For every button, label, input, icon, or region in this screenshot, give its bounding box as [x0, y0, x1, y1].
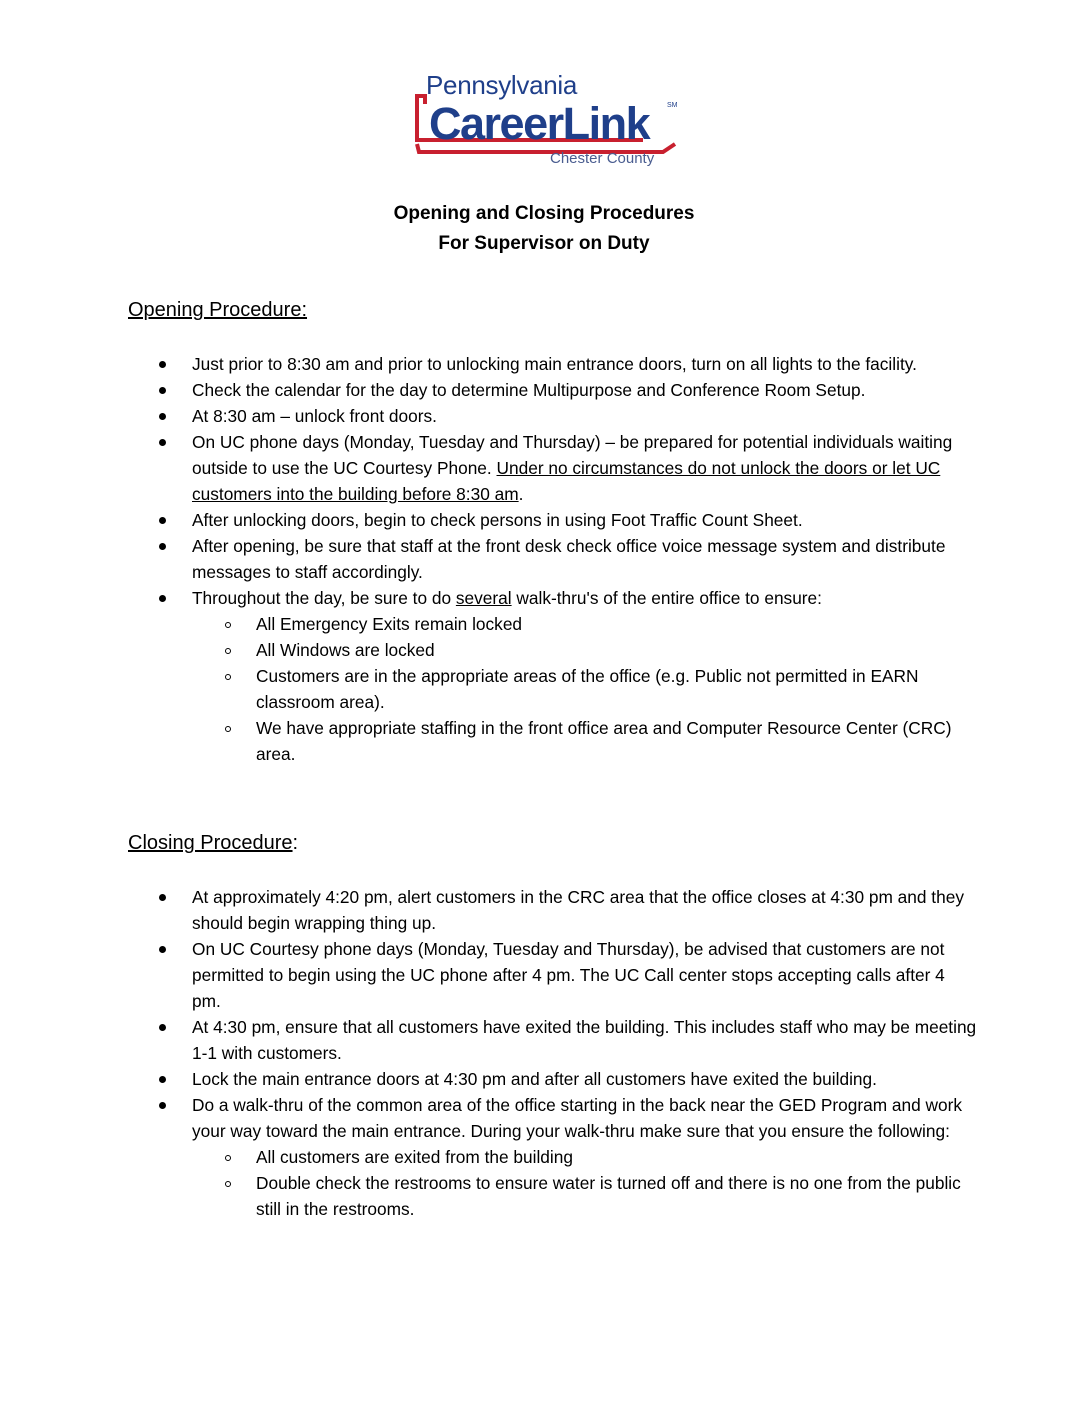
- bullet-icon: [159, 387, 166, 394]
- text-run: .: [518, 484, 524, 504]
- list-item: [128, 884, 978, 936]
- list-item: [128, 429, 978, 507]
- sub-list-item-text: All customers are exited from the building: [256, 1147, 573, 1167]
- sub-list-item: [128, 663, 978, 715]
- list-item-text: After unlocking doors, begin to check persons in using Foot Traffic Count Sheet.: [192, 510, 803, 530]
- bullet-icon: [159, 361, 166, 368]
- underlined-text: several: [455, 588, 512, 608]
- sub-list-item-text: Customers are in the appropriate areas of the office (e.g. Public not permitted in EARN classroom area).: [256, 666, 919, 712]
- list-item-text: At 8:30 am – unlock front doors.: [192, 406, 437, 426]
- circle-bullet-icon: [225, 726, 231, 732]
- underlined-text: Under no circumstances do not unlock the doors or let UC customers into the building before 8:30 am: [192, 458, 941, 504]
- list-item: [128, 403, 978, 429]
- closing-heading-colon: :: [292, 832, 299, 854]
- closing-procedure-heading: [128, 830, 298, 856]
- list-item: [128, 377, 978, 403]
- sub-list-item: [128, 715, 978, 767]
- logo-service-mark: SM: [667, 102, 678, 109]
- list-item-text: On UC Courtesy phone days (Monday, Tuesday and Thursday), be advised that customers are not permitted to begin using the UC phone after 4 pm. The UC Call center stops accepting calls after 4 pm.: [192, 939, 945, 1011]
- list-item-text: Check the calendar for the day to determine Multipurpose and Conference Room Setup.: [192, 380, 866, 400]
- text-run: Throughout the day, be sure to do: [192, 588, 456, 608]
- logo-state-text: Pennsylvania: [426, 70, 578, 100]
- sub-list-item: [128, 637, 978, 663]
- bullet-icon: [159, 894, 166, 901]
- sub-list-item-text: All Emergency Exits remain locked: [256, 614, 523, 634]
- careerlink-logo: [413, 70, 681, 172]
- list-item-text: Lock the main entrance doors at 4:30 pm and after all customers have exited the building.: [192, 1069, 877, 1089]
- list-item-text: [192, 585, 978, 611]
- list-item: [128, 1092, 978, 1144]
- logo-county-text: Chester County: [550, 150, 655, 167]
- circle-bullet-icon: [225, 1155, 231, 1161]
- sub-list-item: [128, 1170, 978, 1222]
- list-item-text: At approximately 4:20 pm, alert customers in the CRC area that the office closes at 4:30 pm and they should begin wrapping thing up.: [192, 887, 964, 933]
- list-item: [128, 936, 978, 1014]
- circle-bullet-icon: [225, 648, 231, 654]
- bullet-icon: [159, 543, 166, 550]
- bullet-icon: [159, 439, 166, 446]
- text-run: walk-thru's of the entire office to ensure:: [511, 588, 822, 608]
- list-item: [128, 351, 978, 377]
- list-item-text: Just prior to 8:30 am and prior to unlocking main entrance doors, turn on all lights to the facility.: [192, 354, 917, 374]
- sub-list-item-text: We have appropriate staffing in the front office area and Computer Resource Center (CRC) area.: [256, 718, 952, 764]
- sub-list-item: [128, 611, 978, 637]
- document-title-line1: Opening and Closing Procedures: [393, 203, 695, 224]
- list-item-text: [192, 429, 978, 507]
- bullet-icon: [159, 1102, 166, 1109]
- opening-heading-text: Opening Procedure:: [128, 299, 308, 321]
- bullet-icon: [159, 413, 166, 420]
- opening-list: [128, 351, 978, 767]
- document-title-line2: For Supervisor on Duty: [438, 233, 650, 254]
- circle-bullet-icon: [225, 674, 231, 680]
- sub-list-item-text: All Windows are locked: [256, 640, 435, 660]
- bullet-icon: [159, 1076, 166, 1083]
- list-item: [128, 585, 978, 611]
- list-item-text: Do a walk-thru of the common area of the office starting in the back near the GED Program and work your way toward the main entrance. During your walk-thru make sure that you ensure the following:: [192, 1095, 963, 1141]
- list-item: [128, 507, 978, 533]
- list-item: [128, 1066, 978, 1092]
- list-item-text: After opening, be sure that staff at the front desk check office voice message system and distribute messages to staff accordingly.: [192, 536, 946, 582]
- circle-bullet-icon: [225, 1181, 231, 1187]
- bullet-icon: [159, 517, 166, 524]
- logo-brand-text: CareerLink: [429, 98, 650, 149]
- opening-procedure-heading: [128, 297, 307, 323]
- list-item-text: At 4:30 pm, ensure that all customers have exited the building. This includes staff who may be meeting 1-1 with customers.: [192, 1017, 977, 1063]
- text-run: On UC phone days (Monday, Tuesday and Thursday) – be prepared for potential individuals waiting outside to use the UC Courtesy Phone.: [192, 432, 953, 478]
- list-item: [128, 1014, 978, 1066]
- closing-list: [128, 884, 978, 1222]
- sub-list-item-text: Double check the restrooms to ensure water is turned off and there is no one from the public still in the restrooms.: [256, 1173, 961, 1219]
- bullet-icon: [159, 595, 166, 602]
- list-item: [128, 533, 978, 585]
- closing-heading-text: Closing Procedure: [128, 832, 293, 854]
- circle-bullet-icon: [225, 622, 231, 628]
- bullet-icon: [159, 1024, 166, 1031]
- bullet-icon: [159, 946, 166, 953]
- sub-list-item: [128, 1144, 978, 1170]
